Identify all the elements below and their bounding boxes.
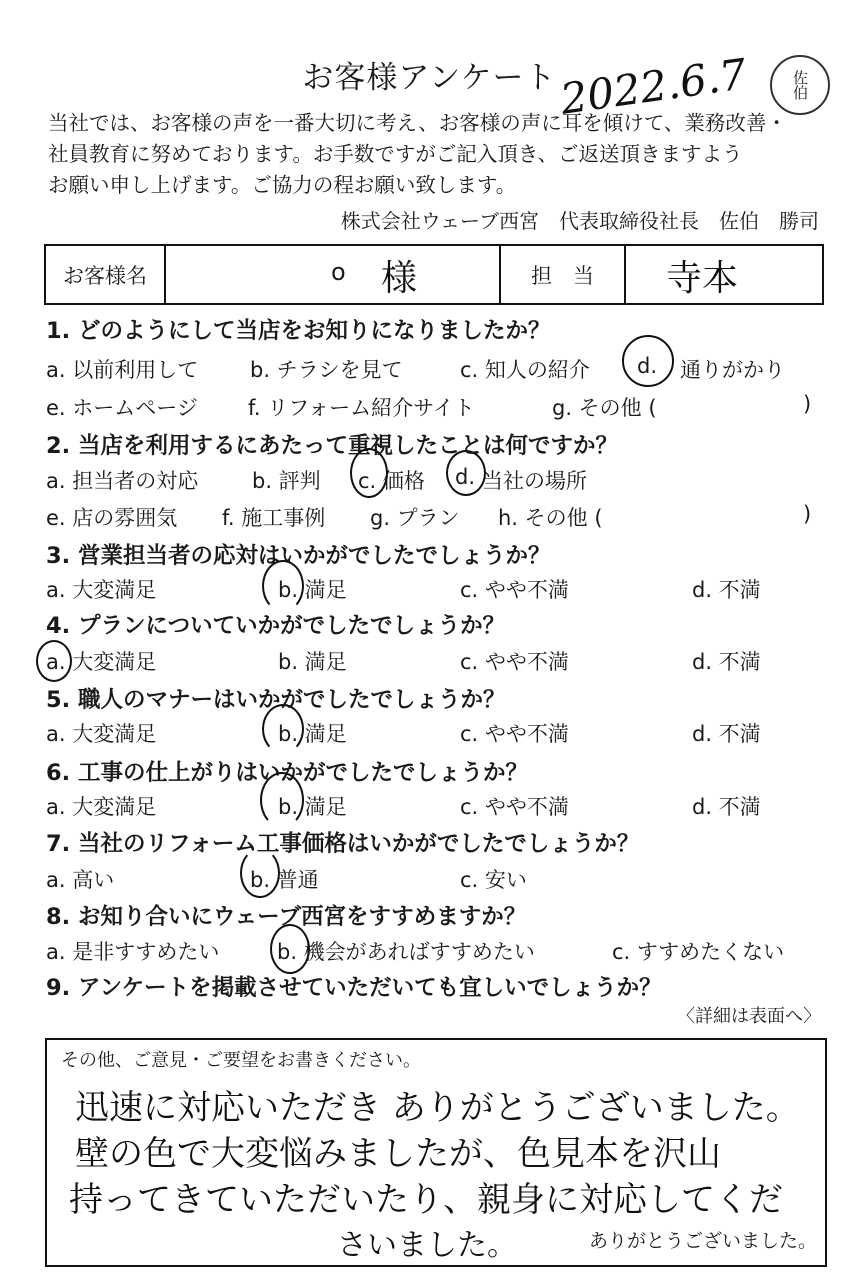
customer-name-field[interactable]	[166, 246, 501, 303]
q4-selected-circle	[36, 640, 72, 682]
q2-option-a[interactable]: a. 担当者の対応	[46, 469, 199, 493]
q1-option-d[interactable]: d.	[637, 354, 658, 378]
q7-option-c[interactable]: c. 安い	[460, 868, 527, 892]
q5-option-a[interactable]: a. 大変満足	[46, 722, 157, 746]
q2-option-d[interactable]: d.	[455, 465, 476, 489]
q7-option-b[interactable]: b. 普通	[250, 868, 319, 892]
detail-note: 〈詳細は表面へ〉	[677, 1006, 821, 1027]
q3-option-a[interactable]: a. 大変満足	[46, 578, 157, 602]
staff-label: 担 当	[501, 246, 626, 303]
q3-option-d[interactable]: d. 不満	[692, 578, 761, 602]
question-9: 9. アンケートを掲載させていただいても宜しいでしょうか？	[46, 975, 662, 1001]
q1-option-b[interactable]: b. チラシを見て	[250, 358, 403, 382]
question-5: 5. 職人のマナーはいかがでしたでしょうか？	[46, 687, 506, 713]
comment-line-1: 迅速に対応いただき ありがとうございました。	[75, 1088, 800, 1128]
customer-name-label: お客様名	[46, 246, 166, 303]
comment-line-2: 壁の色で大変悩みましたが、色見本を沢山	[75, 1134, 721, 1174]
name-table	[44, 244, 824, 305]
q8-option-b[interactable]: b. 機会があればすすめたい	[277, 940, 535, 964]
q2-option-h-close: )	[803, 502, 812, 526]
comment-line-3: 持ってきていただいたり、親身に対応してくだ	[69, 1180, 783, 1220]
company-signature: 株式会社ウェーブ西宮 代表取締役社長 佐伯 勝司	[340, 209, 819, 233]
q2-selected-circle-c	[350, 448, 388, 498]
q2-option-h[interactable]: h. その他 (	[498, 506, 603, 530]
q5-selected-circle	[262, 704, 304, 754]
q6-selected-circle	[260, 772, 304, 828]
q1-option-a[interactable]: a. 以前利用して	[46, 358, 199, 382]
q7-selected-circle	[240, 848, 280, 898]
comments-thanks: ありがとうございました。	[588, 1230, 817, 1252]
q5-option-b[interactable]: b. 満足	[278, 722, 347, 746]
q6-option-d[interactable]: d. 不満	[692, 795, 761, 819]
intro-line-3: お願い申し上げます。ご協力の程お願い致します。	[48, 173, 517, 197]
q6-option-c[interactable]: c. やや不満	[460, 795, 569, 819]
q3-selected-circle	[262, 560, 304, 612]
q2-option-c[interactable]: c. 価格	[358, 469, 425, 493]
question-7: 7. 当社のリフォーム工事価格はいかがでしたでしょうか？	[46, 831, 640, 857]
question-8: 8. お知り合いにウェーブ西宮をすすめますか？	[46, 904, 527, 930]
q1-selected-circle	[622, 335, 674, 387]
q5-option-d[interactable]: d. 不満	[692, 722, 761, 746]
q1-option-e[interactable]: e. ホームページ	[46, 396, 198, 420]
q4-option-a[interactable]: a. 大変満足	[46, 650, 157, 674]
q4-option-c[interactable]: c. やや不満	[460, 650, 569, 674]
customer-name-value: o	[331, 258, 346, 286]
comments-box[interactable]	[45, 1038, 827, 1267]
staff-name-field[interactable]	[626, 246, 822, 303]
q2-option-f[interactable]: f. 施工事例	[222, 506, 326, 530]
question-1: 1. どのようにして当店をお知りになりましたか？	[46, 318, 551, 344]
staff-name-value: 寺本	[666, 258, 739, 299]
q8-selected-circle	[270, 924, 310, 974]
seal-stamp	[770, 55, 830, 115]
comment-line-4: さいました。	[337, 1228, 517, 1263]
q3-option-c[interactable]: c. やや不満	[460, 578, 569, 602]
q6-option-a[interactable]: a. 大変満足	[46, 795, 157, 819]
question-6: 6. 工事の仕上がりはいかがでしたでしょうか？	[46, 760, 529, 786]
q6-option-b[interactable]: b. 満足	[278, 795, 347, 819]
q1-option-c[interactable]: c. 知人の紹介	[460, 358, 590, 382]
q1-option-g-close: )	[803, 392, 812, 416]
question-3: 3. 営業担当者の応対はいかがでしたでしょうか？	[46, 543, 551, 569]
q8-option-a[interactable]: a. 是非すすめたい	[46, 940, 220, 964]
q4-option-b[interactable]: b. 満足	[278, 650, 347, 674]
question-2: 2. 当店を利用するにあたって重視したことは何ですか？	[46, 433, 619, 459]
intro-line-2: 社員教育に努めております。お手数ですがご記入頂き、ご返送頂きますよう	[48, 142, 743, 166]
q1-option-f[interactable]: f. リフォーム紹介サイト	[248, 396, 475, 420]
q1-option-d-label: 通りがかり	[680, 358, 785, 382]
comments-label: その他、ご意見・ご要望をお書きください。	[61, 1050, 421, 1071]
q2-option-g[interactable]: g. プラン	[370, 506, 460, 530]
q3-option-b[interactable]: b. 満足	[278, 578, 347, 602]
handwritten-date: 2022.6.7	[557, 49, 750, 124]
q2-option-b[interactable]: b. 評判	[252, 469, 321, 493]
q7-option-a[interactable]: a. 高い	[46, 868, 115, 892]
page-title: お客様アンケート	[302, 60, 557, 96]
q2-selected-circle-d	[446, 450, 486, 496]
intro-line-1: 当社では、お客様の声を一番大切に考え、お客様の声に耳を傾けて、業務改善・	[48, 111, 787, 135]
question-4: 4. プランについていかがでしたでしょうか？	[46, 613, 506, 639]
q5-option-c[interactable]: c. やや不満	[460, 722, 569, 746]
q2-option-d-label: 当社の場所	[482, 469, 587, 493]
q2-option-e[interactable]: e. 店の雰囲気	[46, 506, 178, 530]
seal-stamp-text: 佐伯	[791, 70, 809, 100]
sama-handwritten: 様	[381, 258, 418, 299]
q1-option-g[interactable]: g. その他 (	[552, 396, 657, 420]
q4-option-d[interactable]: d. 不満	[692, 650, 761, 674]
q8-option-c[interactable]: c. すすめたくない	[612, 940, 785, 964]
